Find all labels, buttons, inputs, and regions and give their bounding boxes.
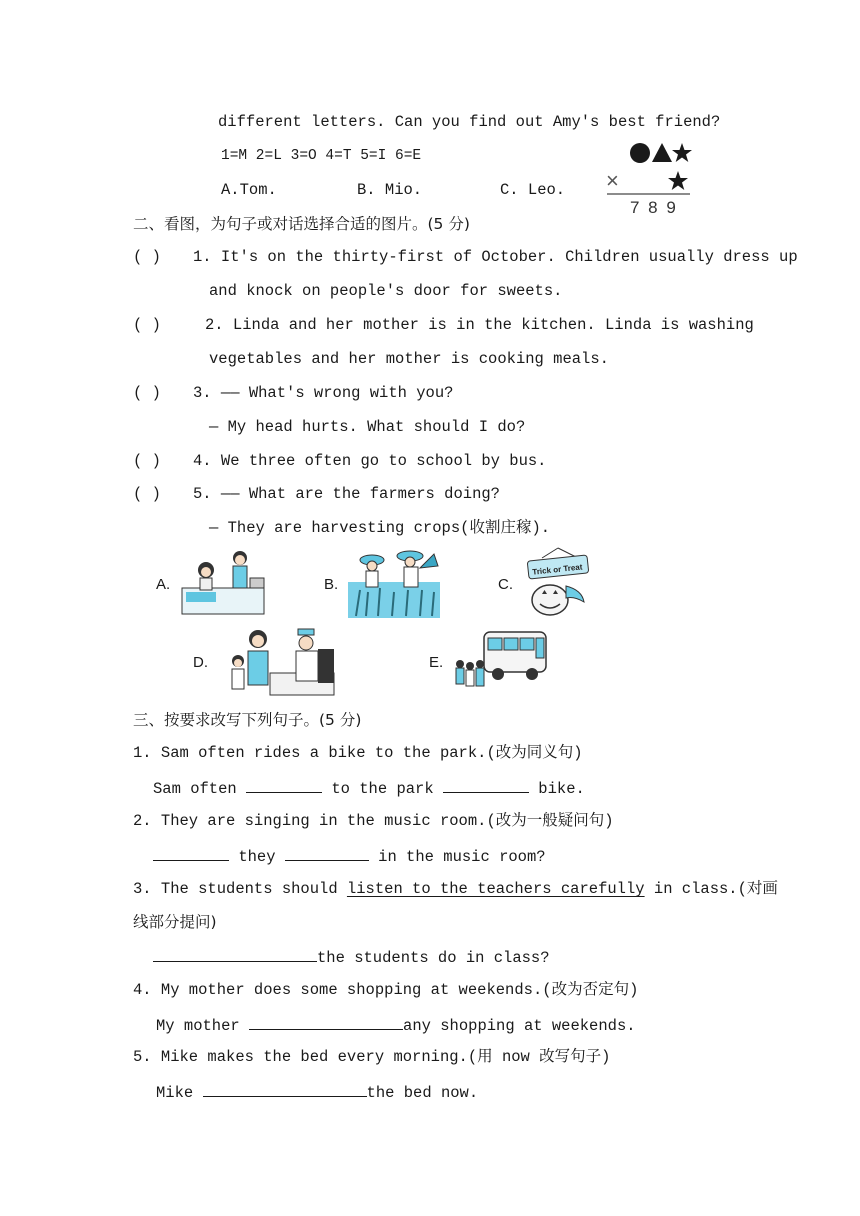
school-bus-icon: [452, 628, 550, 696]
option-a: A.Tom.: [221, 181, 277, 199]
times-sign: ×: [606, 168, 619, 193]
answer-blank[interactable]: [443, 777, 529, 793]
section-3-answer-5: Mike the bed now.: [156, 1081, 478, 1103]
answer-blank[interactable]: [285, 845, 369, 861]
section-3-question-3: 3. The students should listen to the teachers carefully in class.(对画: [133, 880, 778, 898]
picture-label-a: A.: [156, 576, 171, 593]
section-2-item-3-cont: — My head hurts. What should I do?: [209, 418, 526, 436]
section-3-question-1: 1. Sam often rides a bike to the park.(改为同义句): [133, 744, 583, 762]
option-c: C. Leo.: [500, 181, 566, 199]
triangle-shape-icon: [652, 143, 672, 162]
section-3-title: 三、按要求改写下列句子。(5 分): [133, 711, 362, 729]
section-2-item-4: ( ) 4. We three often go to school by bus.: [133, 452, 547, 470]
star-shape-icon: [672, 143, 692, 162]
section-2-title: 二、看图，为句子或对话选择合适的图片。(5 分): [133, 215, 470, 233]
answer-blank[interactable]: [203, 1081, 367, 1097]
answer-paren[interactable]: ( ): [133, 485, 161, 503]
doctor-visit-icon: [220, 625, 338, 697]
section-2-item-5-cont: — They are harvesting crops(收割庄稼).: [209, 519, 551, 537]
shape-puzzle: [604, 140, 694, 220]
option-b: B. Mio.: [357, 181, 423, 199]
question-stem: different letters. Can you find out Amy's best friend?: [218, 113, 721, 131]
star-shape-icon: [668, 171, 688, 190]
picture-label-c: C.: [498, 576, 513, 593]
answer-blank[interactable]: [153, 845, 229, 861]
sign-text: Trick or Treat: [531, 562, 583, 577]
underlined-phrase: listen to the teachers carefully: [346, 880, 645, 898]
picture-label-e: E.: [429, 654, 444, 671]
section-3-question-2: 2. They are singing in the music room.(改为一般疑问句): [133, 812, 614, 830]
answer-paren[interactable]: ( ): [133, 248, 161, 266]
answer-blank[interactable]: [249, 1014, 403, 1030]
answer-paren[interactable]: ( ): [133, 384, 161, 402]
section-2-item-3: ( ) 3. —— What's wrong with you?: [133, 384, 454, 402]
picture-label-d: D.: [193, 654, 208, 671]
section-2-item-1: ( ) 1. It's on the thirty-first of October. Children usually dress up: [133, 248, 798, 266]
letter-code: 1=M 2=L 3=O 4=T 5=I 6=E: [221, 148, 422, 164]
picture-label-b: B.: [324, 576, 339, 593]
kitchen-scene-icon: [180, 548, 268, 618]
section-2-item-2-cont: vegetables and her mother is cooking meals.: [209, 350, 609, 368]
section-3-question-5: 5. Mike makes the bed every morning.(用 now 改写句子): [133, 1048, 611, 1066]
section-2-item-2: ( ) 2. Linda and her mother is in the kitchen. Linda is washing: [133, 316, 754, 334]
section-3-answer-4: My mother any shopping at weekends.: [156, 1014, 636, 1036]
answer-paren[interactable]: ( ): [133, 452, 161, 470]
farmers-field-icon: [348, 546, 440, 618]
section-2-item-5: ( ) 5. —— What are the farmers doing?: [133, 485, 500, 503]
answer-paren[interactable]: ( ): [133, 316, 161, 334]
section-3-question-4: 4. My mother does some shopping at weekends.(改为否定句): [133, 981, 639, 999]
section-3-answer-3: the students do in class?: [153, 946, 550, 968]
answer-blank[interactable]: [246, 777, 322, 793]
section-2-item-1-cont: and knock on people's door for sweets.: [209, 282, 563, 300]
puzzle-result: 7 8 9: [630, 198, 678, 217]
section-3-question-3-cont: 线部分提问): [133, 913, 217, 931]
halloween-sign-icon: [522, 546, 594, 618]
section-3-answer-1: Sam often to the park bike.: [153, 777, 585, 799]
answer-blank[interactable]: [153, 946, 317, 962]
section-3-answer-2: they in the music room?: [153, 845, 546, 867]
circle-shape-icon: [630, 143, 650, 163]
